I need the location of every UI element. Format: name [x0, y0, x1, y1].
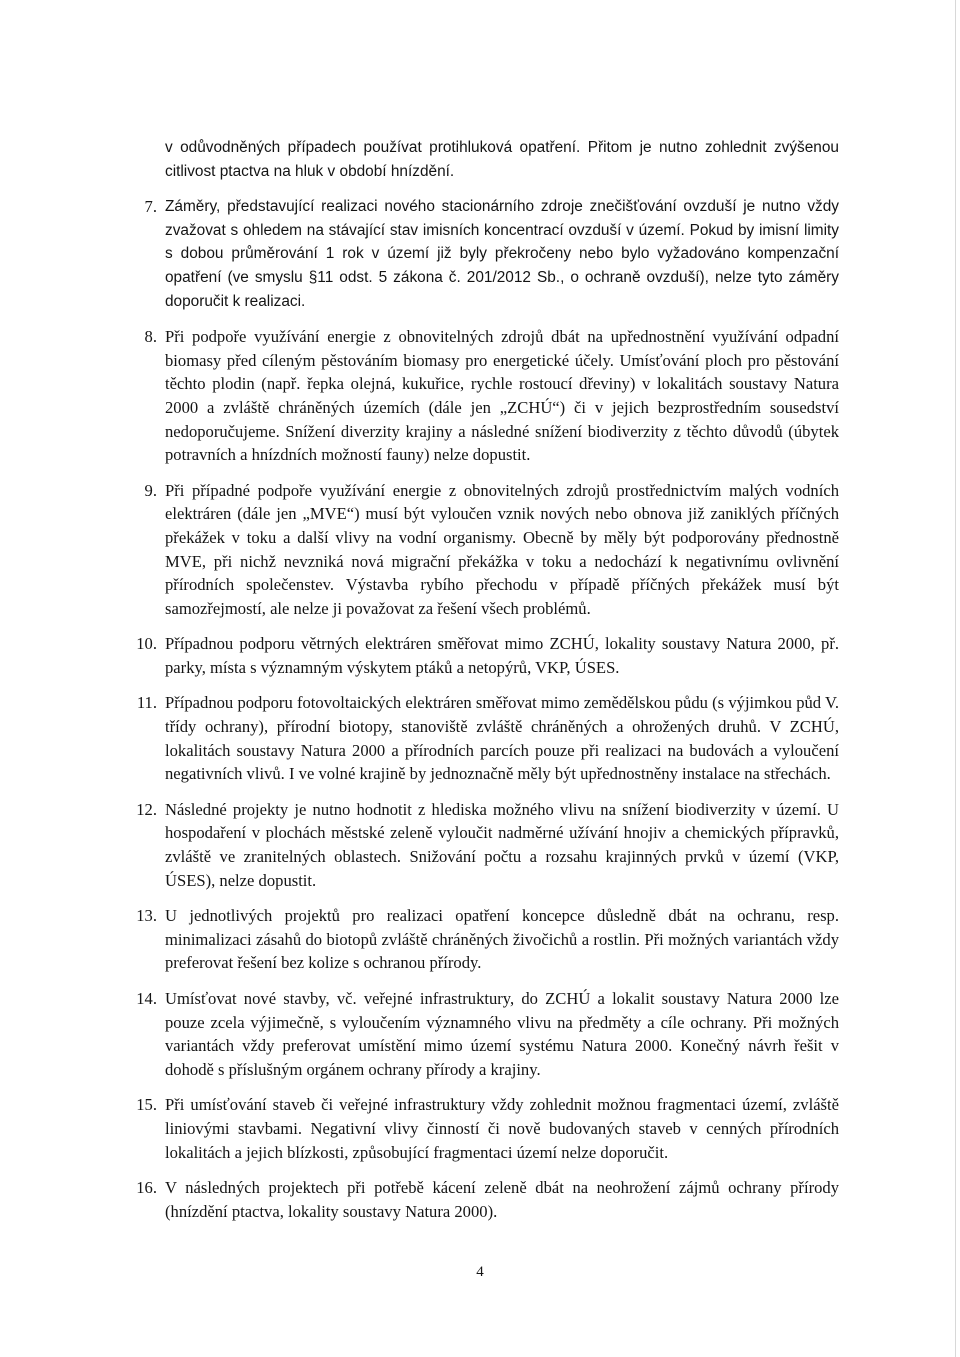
list-item [144, 479, 839, 621]
item-number: 12. [136, 799, 157, 819]
page-number: 4 [476, 1264, 484, 1280]
item-text: Případnou podporu fotovoltaických elektráren směřovat mimo zemědělskou půdu (s výjimkou půd V. třídy ochrany), přírodní biotopy, stanoviště zvláště chráněných a ohrožených druhů. V ZCHÚ, lokalitách soustavy Natura 2000 a přírodních parcích pouze při realizaci na budovách a vyloučení negativních vlivů. I ve volné krajině by jednoznačně měly být upřednostněny instalace na střechách. [165, 693, 839, 784]
list-item [136, 691, 839, 785]
page-edge-line [955, 0, 956, 1357]
item-number: 11. [136, 693, 157, 713]
item-text: Záměry, představující realizaci nového stacionárního zdroje znečišťování ovzduší je nutno vždy zvažovat s ohledem na stávající stav imisních koncentrací ovzduší v území. Pokud by imisní limity s dobou průměrování 1 rok v území již byly překročeny nebo bylo vyžadováno kompenzační opatření (ve smyslu §11 odst. 5 zákona č. 201/2012 Sb., o ochraně ovzduší), nelze tyto záměry doporučit k realizaci. [165, 198, 839, 310]
list-item [136, 904, 839, 975]
numbered-list [136, 195, 839, 1223]
list-item [136, 1093, 839, 1164]
item-number: 10. [136, 634, 157, 654]
item-number: 8. [144, 327, 157, 347]
list-item [136, 632, 839, 679]
item-text: Následné projekty je nutno hodnotit z hlediska možného vlivu na snížení biodiverzity v území. U hospodaření v plochách městské zeleně vyloučit nadměrné užívání hnojiv a chemických přípravků, zvláště ve zranitelných oblastech. Snižování počtu a rozsahu krajinných prvků v území (VKP, ÚSES), nelze dopustit. [165, 799, 839, 890]
list-item [136, 1176, 839, 1223]
item-number: 7. [144, 197, 157, 217]
intro-paragraph: v odůvodněných případech používat protihluková opatření. Přitom je nutno zohlednit zvýšenou citlivost ptactva na hluk v období hnízdění. [165, 139, 839, 180]
item-number: 13. [136, 906, 157, 926]
item-number: 16. [136, 1178, 157, 1198]
page-content [136, 136, 839, 1235]
item-text: V následných projektech při potřebě kácení zeleně dbát na neohrožení zájmů ochrany přírody (hnízdění ptactva, lokality soustavy Natura 2000). [165, 1178, 839, 1221]
item-text: Umísťovat nové stavby, vč. veřejné infrastruktury, do ZCHÚ a lokalit soustavy Natura 2000 lze pouze zcela výjimečně, s vyloučením významného vlivu na předměty a cíle ochrany. Při možných variantách vždy preferovat umístění mimo území systému Natura 2000. Konečný návrh řešit v dohodě s příslušným orgánem ochrany přírody a krajiny. [165, 989, 839, 1079]
item-text: Při případné podpoře využívání energie z obnovitelných zdrojů prostřednictvím malých vodních elektráren (dále jen „MVE“) musí být vyloučen vznik nových nebo obnova již zaniklých příčných překážek v toku a další vlivy na vodní organismy. Obecně by měly být podporovány přednostně MVE, při nichž nevzniká nová migrační překážka v toku a nedochází k negativnímu ovlivnění přírodních společenstev. Výstavba rybího přechodu v případě příčných překážek musí být samozřejmostí, ale nelze ji považovat za řešení všech problémů. [165, 480, 839, 618]
list-item [136, 987, 839, 1081]
list-item [144, 325, 839, 467]
item-text: Případnou podporu větrných elektráren směřovat mimo ZCHÚ, lokality soustavy Natura 2000, př. parky, místa s významným výskytem ptáků a netopýrů, VKP, ÚSES. [165, 634, 839, 677]
list-item [144, 195, 839, 313]
item-text: Při umísťování staveb či veřejné infrastruktury vždy zohlednit možnou fragmentaci území, zvláště liniovými stavbami. Negativní vlivy činností či nově budovaných staveb v cenných přírodních lokalitách a jejich blízkosti, způsobující fragmentaci území nelze doporučit. [165, 1095, 839, 1162]
item-number: 14. [136, 989, 157, 1008]
list-item [136, 798, 839, 892]
item-text: U jednotlivých projektů pro realizaci opatření koncepce důsledně dbát na ochranu, resp. minimalizaci zásahů do biotopů zvláště chráněných živočichů a rostlin. Při možných variantách vždy preferovat řešení bez kolize s ochranou přírody. [165, 906, 839, 973]
item-text: Při podpoře využívání energie z obnovitelných zdrojů dbát na upřednostnění využívání odpadní biomasy před cíleným pěstováním biomasy pro energetické účely. Umísťování ploch pro pěstování těchto plodin (např. řepka olejná, kukuřice, rychle rostoucí dřeviny) v lokalitách soustavy Natura 2000 a zvláště chráněných územích (dále jen „ZCHÚ“) či v jejich bezprostředním sousedství nedoporučujeme. Snížení diverzity krajiny a následné snížení biodiverzity z těchto důvodů (úbytek potravních a hnízdních možností fauny) nelze dopustit. [165, 327, 839, 465]
item-number: 15. [136, 1095, 157, 1115]
item-number: 9. [144, 480, 157, 500]
